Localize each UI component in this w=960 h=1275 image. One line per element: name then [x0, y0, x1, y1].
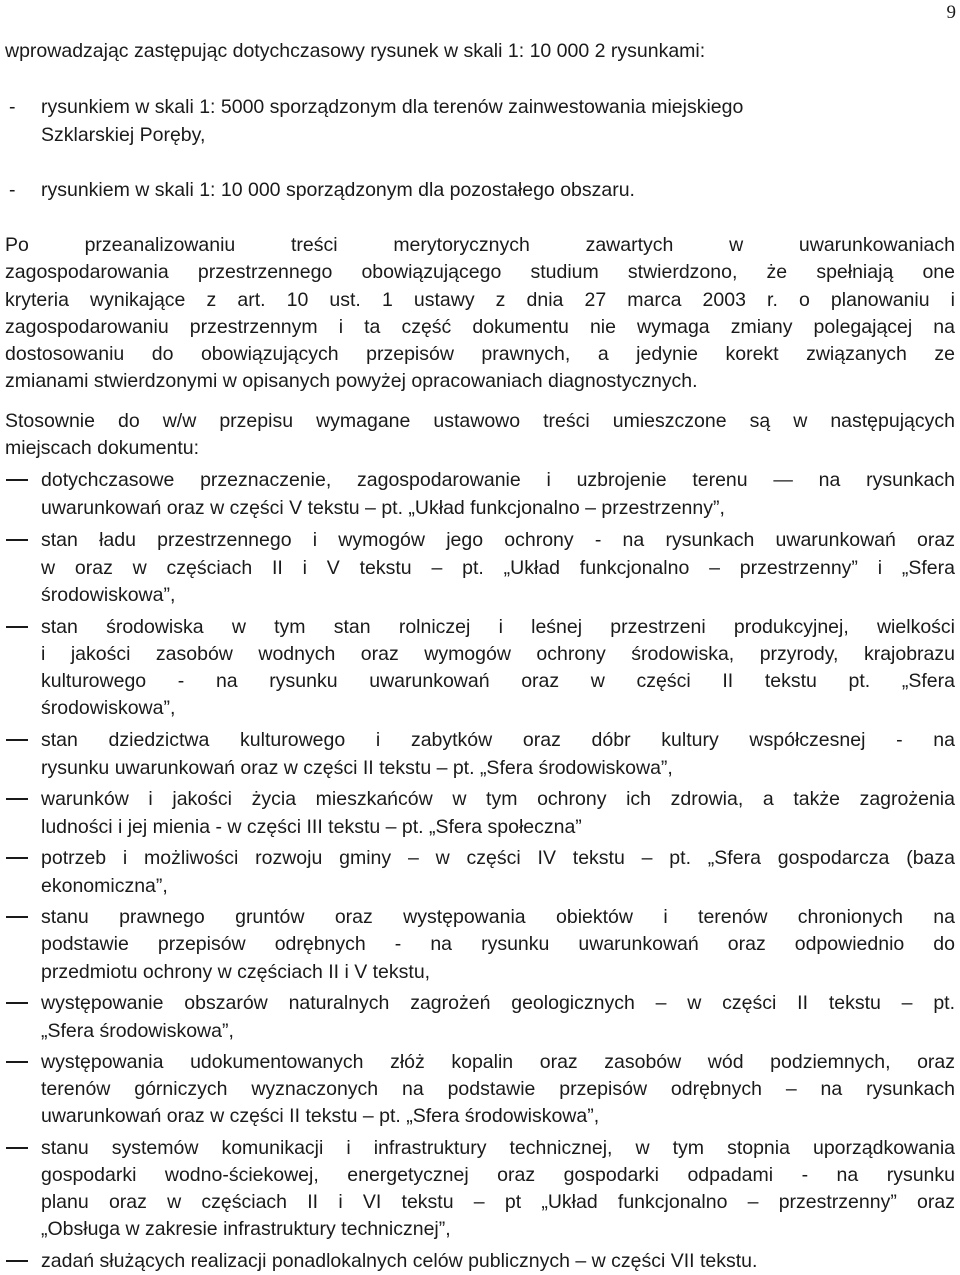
dash-bullet-icon — [6, 539, 28, 541]
list-item-line: przedmiotu ochrony w częściach II i V tekstu, — [41, 961, 431, 983]
list-item-line: zadań służących realizacji ponadlokalnych celów publicznych – w części VII tekstu. — [41, 1250, 758, 1272]
list-item-line: środowiskowa”, — [41, 697, 176, 719]
list-item-line: „Obsługa w zakresie infrastruktury technicznej”, — [41, 1218, 451, 1240]
drawing-item-line: rysunkiem w skali 1: 5000 sporządzonym dla terenów zainwestowania miejskiego — [41, 96, 744, 118]
list-item-line: ludności i jej mienia - w części III tekstu – pt. „Sfera społeczna” — [41, 816, 582, 838]
drawing-item-line: rysunkiem w skali 1: 10 000 sporządzonym dla pozostałego obszaru. — [41, 179, 635, 201]
list-item-line: stanu prawnego gruntów oraz występowania obiektów i terenów chronionych na — [41, 906, 955, 928]
list-item-line: „Sfera środowiskowa”, — [41, 1020, 234, 1042]
list-item-line: stan środowiska w tym stan rolniczej i leśnej przestrzeni produkcyjnej, wielkości — [41, 616, 955, 638]
hyphen-marker: - — [9, 179, 16, 201]
list-item-line: podstawie przepisów odrębnych - na rysunku uwarunkowań oraz odpowiednio do — [41, 933, 955, 955]
paragraph-line: zmianami stwierdzonymi w opisanych powyżej opracowaniach diagnostycznych. — [5, 370, 698, 392]
paragraph-line: dostosowaniu do obowiązujących przepisów prawnych, a jedynie korekt związanych ze — [5, 343, 955, 365]
paragraph-line: zagospodarowaniu przestrzennym i ta część dokumentu nie wymaga zmiany polegającej na — [5, 316, 955, 338]
list-item-line: stan dziedzictwa kulturowego i zabytków oraz dóbr kultury współczesnej - na — [41, 729, 955, 751]
paragraph-line: kryteria wynikające z art. 10 ust. 1 ustawy z dnia 27 marca 2003 r. o planowaniu i — [5, 289, 955, 311]
dash-bullet-icon — [6, 798, 28, 800]
paragraph-line: Stosownie do w/w przepisu wymagane ustawowo treści umieszczone są w następujących — [5, 410, 955, 432]
dash-bullet-icon — [6, 626, 28, 628]
dash-bullet-icon — [6, 1061, 28, 1063]
dash-bullet-icon — [6, 916, 28, 918]
list-item-line: i jakości zasobów wodnych oraz wymogów ochrony środowiska, przyrody, krajobrazu — [41, 643, 955, 665]
list-item-line: środowiskowa”, — [41, 584, 176, 606]
list-item-line: planu oraz w częściach II i VI tekstu – pt „Układ funkcjonalno – przestrzenny” oraz — [41, 1191, 955, 1213]
paragraph-line: zagospodarowania przestrzennego obowiązującego studium stwierdzono, że spełniają one — [5, 261, 955, 283]
list-item-line: uwarunkowań oraz w części II tekstu – pt. „Sfera środowiskowa”, — [41, 1105, 600, 1127]
list-item-line: terenów górniczych wyznaczonych na podstawie przepisów odrębnych – na rysunkach — [41, 1078, 955, 1100]
paragraph-line: miejscach dokumentu: — [5, 437, 200, 459]
dash-bullet-icon — [6, 857, 28, 859]
intro-text: wprowadzając zastępując dotychczasowy rysunek w skali 1: 10 000 2 rysunkami: — [5, 40, 706, 62]
list-item-line: stan ładu przestrzennego i wymogów jego ochrony - na rysunkach uwarunkowań oraz — [41, 529, 955, 551]
dash-bullet-icon — [6, 1260, 28, 1262]
list-item-line: potrzeb i możliwości rozwoju gminy – w części IV tekstu – pt. „Sfera gospodarcza (baza — [41, 847, 955, 869]
list-item-line: rysunku uwarunkowań oraz w części II tekstu – pt. „Sfera środowiskowa”, — [41, 757, 673, 779]
dash-bullet-icon — [6, 1002, 28, 1004]
list-item-line: ekonomiczna”, — [41, 875, 168, 897]
list-item-line: w oraz w częściach II i V tekstu – pt. „Układ funkcjonalno – przestrzenny” i „Sfera — [41, 557, 955, 579]
dash-bullet-icon — [6, 479, 28, 481]
list-item-line: dotychczasowe przeznaczenie, zagospodarowanie i uzbrojenie terenu — na rysunkach — [41, 469, 955, 491]
list-item-line: uwarunkowań oraz w części V tekstu – pt. „Układ funkcjonalno – przestrzenny”, — [41, 497, 725, 519]
list-item-line: stanu systemów komunikacji i infrastruktury technicznej, w tym stopnia uporządkowania — [41, 1137, 955, 1159]
drawing-item-line: Szklarskiej Poręby, — [41, 124, 206, 146]
hyphen-marker: - — [9, 96, 16, 118]
dash-bullet-icon — [6, 1147, 28, 1149]
dash-bullet-icon — [6, 739, 28, 741]
paragraph-line: Po przeanalizowaniu treści merytorycznych zawartych w uwarunkowaniach — [5, 234, 955, 256]
list-item-line: warunków i jakości życia mieszkańców w tym ochrony ich zdrowia, a także zagrożenia — [41, 788, 955, 810]
list-item-line: występowanie obszarów naturalnych zagrożeń geologicznych – w części II tekstu – pt. — [41, 992, 955, 1014]
page-number: 9 — [946, 2, 956, 23]
list-item-line: występowania udokumentowanych złóż kopalin oraz zasobów wód podziemnych, oraz — [41, 1051, 955, 1073]
list-item-line: kulturowego - na rysunku uwarunkowań oraz w części II tekstu pt. „Sfera — [41, 670, 955, 692]
list-item-line: gospodarki wodno-ściekowej, energetycznej oraz gospodarki odpadami - na rysunku — [41, 1164, 955, 1186]
